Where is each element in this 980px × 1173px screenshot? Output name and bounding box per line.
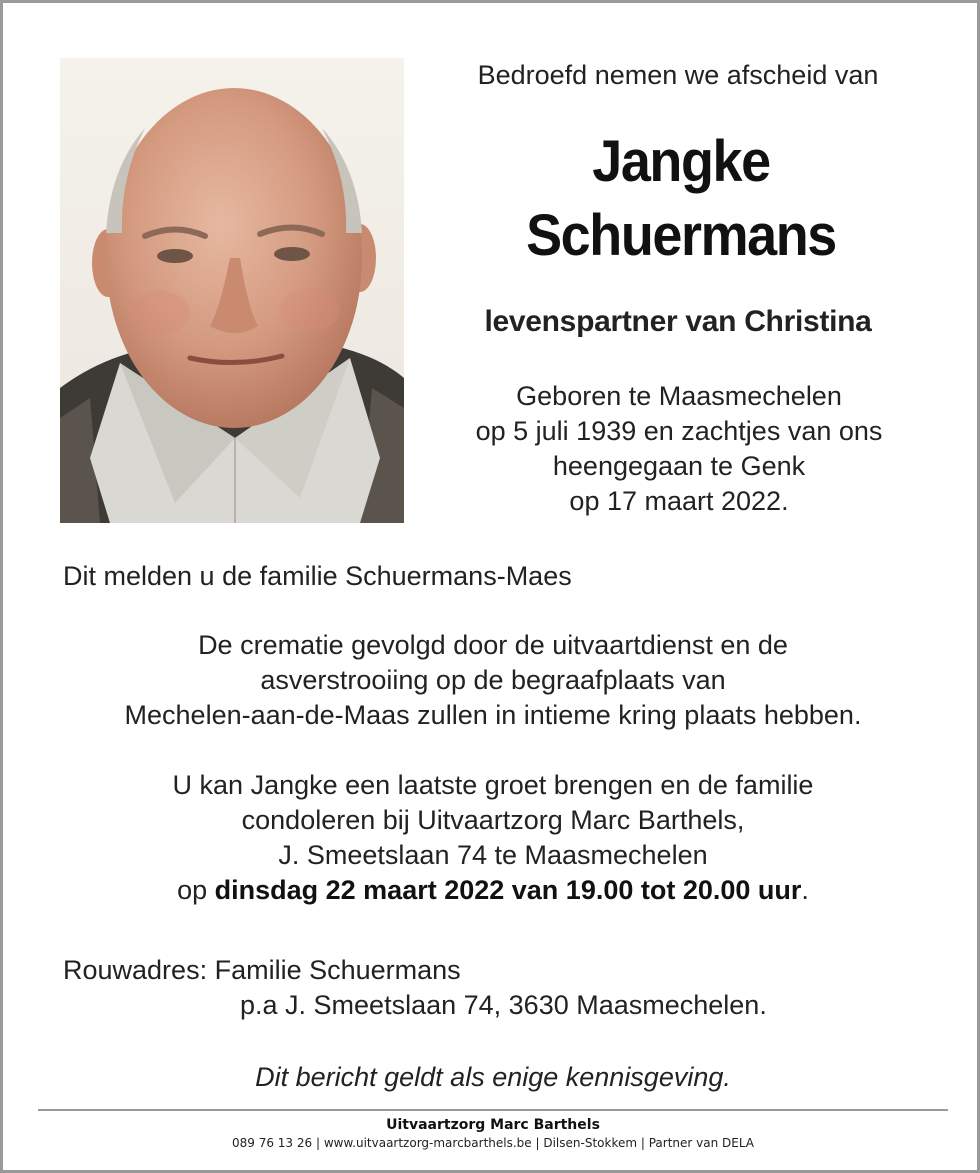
mourning-address-street: p.a J. Smeetslaan 74, 3630 Maasmechelen.: [240, 990, 767, 1020]
visit-suffix: .: [801, 875, 809, 905]
visit-line: U kan Jangke een laatste groet brengen en de familie: [172, 770, 814, 800]
last-name: Schuermans: [526, 203, 836, 268]
ceremony-line: De crematie gevolgd door de uitvaartdienst en de: [198, 630, 788, 660]
funeral-home-contact: 089 76 13 26 | www.uitvaartzorg-marcbarthels.be | Dilsen-Stokkem | Partner van DELA: [231, 1136, 755, 1150]
family-announcement: Dit melden u de familie Schuermans-Maes: [63, 561, 572, 591]
visit-datetime: dinsdag 22 maart 2022 van 19.00 tot 20.00 uur: [214, 875, 802, 905]
ceremony-details: [23, 628, 963, 733]
first-name: Jangke: [592, 129, 770, 194]
visitation-details: [23, 768, 963, 908]
visit-datetime-line: [23, 873, 963, 908]
portrait-photo: [60, 58, 404, 523]
born-line: op 17 maart 2022.: [569, 486, 789, 516]
partner-line: levenspartner van Christina: [484, 305, 872, 338]
mourning-address-label: Rouwadres: Familie Schuermans: [63, 955, 461, 985]
ceremony-line: asverstrooiing op de begraafplaats van: [260, 665, 726, 695]
funeral-home-name: Uitvaartzorg Marc Barthels: [386, 1117, 600, 1133]
visit-prefix: op: [177, 875, 215, 905]
visit-line: J. Smeetslaan 74 te Maasmechelen: [278, 840, 708, 870]
birth-death-details: [403, 379, 955, 519]
deceased-name: [422, 125, 939, 273]
born-line: op 5 juli 1939 en zachtjes van ons: [475, 416, 883, 446]
visit-line: condoleren bij Uitvaartzorg Marc Barthels,: [241, 805, 745, 835]
intro-text: Bedroefd nemen we afscheid van: [477, 60, 879, 90]
footer-divider: [38, 1109, 948, 1111]
ceremony-line: Mechelen-aan-de-Maas zullen in intieme kring plaats hebben.: [124, 700, 862, 730]
notice-text: Dit bericht geldt als enige kennisgeving.: [255, 1062, 731, 1092]
born-line: heengegaan te Genk: [552, 451, 806, 481]
born-line: Geboren te Maasmechelen: [516, 381, 842, 411]
